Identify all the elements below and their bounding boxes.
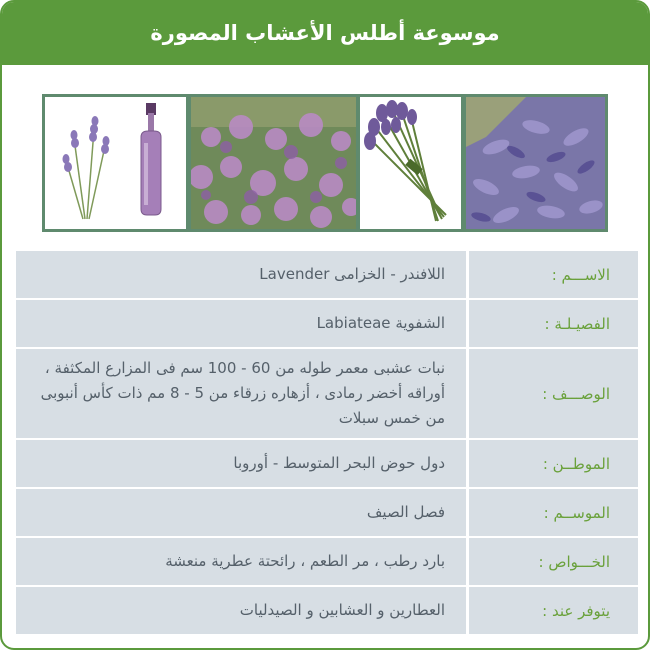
availability-label: يتوفر عند : (466, 587, 638, 634)
page-title: موسوعة أطلس الأعشاب المصورة (150, 21, 500, 45)
name-value: اللافندر - الخزامى Lavender (259, 265, 445, 283)
info-row-habitat (16, 440, 638, 487)
description-value: نبات عشبى معمر طوله من 60 - 100 سم فى المزارع المكثفة ، أوراقه أخضر رمادى ، أزهاره زرقاء من 5 - 8 مم ذات كأس أنبوبى من خمس سبلات (40, 359, 445, 427)
dried-lavender-image (466, 97, 605, 229)
info-row-availability (16, 587, 638, 634)
info-row-season (16, 489, 638, 536)
properties-label: الخـــواص : (466, 538, 638, 585)
info-row-family (16, 300, 638, 347)
habitat-label: الموطــن : (466, 440, 638, 487)
habitat-value: دول حوض البحر المتوسط - أوروبا (233, 454, 445, 472)
title-bar (2, 2, 648, 65)
image-strip (42, 94, 608, 232)
lavender-bundle-image (360, 97, 461, 229)
season-value: فصل الصيف (366, 503, 445, 521)
lavender-field-image (191, 97, 356, 229)
properties-value: بارد رطب ، مر الطعم ، رائحتة عطرية منعشة (165, 552, 445, 570)
lavender-oil-image (45, 97, 186, 229)
herb-info-table (16, 251, 638, 636)
info-row-name (16, 251, 638, 298)
availability-value: العطارين و العشابين و الصيدليات (239, 601, 445, 619)
family-value: الشفوية Labiateae (316, 314, 445, 332)
season-label: الموســم : (466, 489, 638, 536)
info-row-description (16, 349, 638, 438)
info-row-properties (16, 538, 638, 585)
description-label: الوصـــف : (466, 349, 638, 438)
family-label: الفصيـلـة : (466, 300, 638, 347)
name-label: الاســـم : (466, 251, 638, 298)
